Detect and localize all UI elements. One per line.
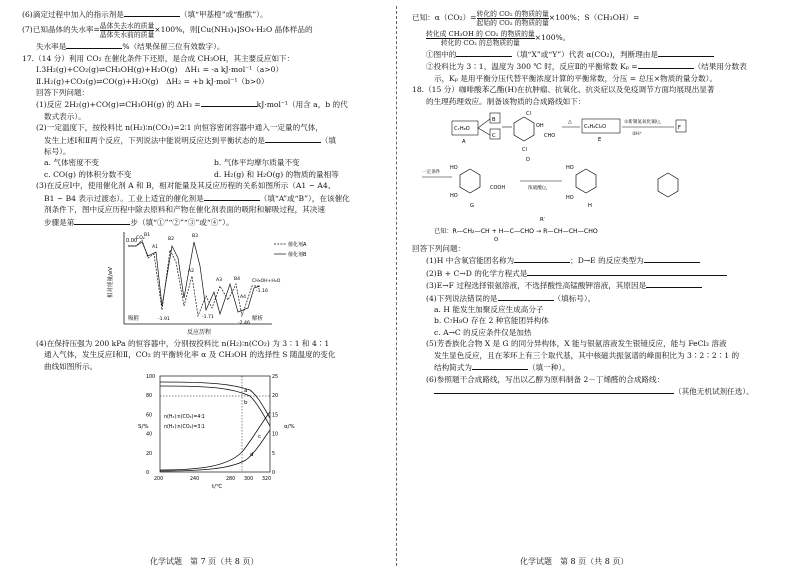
ho-h-1: HO — [566, 165, 574, 172]
reagent-2: ②H⁺ — [632, 132, 642, 138]
q4-option-a: a. H 能发生加聚反应生成高分子 — [434, 305, 544, 315]
point-c: c — [258, 434, 262, 441]
adsorb-label: 吸附 — [128, 315, 140, 322]
b4-label: B4 — [234, 276, 241, 282]
cho-d: CHO — [544, 133, 556, 140]
b1-label: B1 — [144, 232, 151, 238]
a1-label: A1 — [152, 244, 159, 250]
sub-1 — [22, 98, 382, 110]
answer-blank — [265, 134, 321, 143]
x-tick-label: 200 — [154, 477, 164, 483]
ho-h-2: HO — [566, 195, 574, 202]
energy-profile-chart — [102, 228, 382, 338]
ho-g-1: HO — [450, 165, 458, 172]
s3-text-c: （填“A”或“B”），在该催化 — [259, 193, 350, 203]
right-ticks — [272, 374, 278, 476]
q7-text: (7)已知晶体的失水率= — [22, 25, 100, 35]
r2-text-b: （结果用分数表 — [693, 62, 747, 72]
fraction-num: 晶体失去水的质量 — [99, 21, 155, 30]
q6-text-b: （其他无机试剂任选）。 — [674, 386, 754, 396]
answer-blank — [434, 385, 674, 394]
alpha-curve-4to1 — [160, 412, 270, 470]
q7-text-b: ×100%，则[Cu(NH₃)₄]SO₄·H₂O 晶体样品的 — [154, 25, 313, 35]
x-label: t/℃ — [212, 484, 223, 491]
oh-d: OH — [536, 123, 544, 130]
conversion-selectivity-svg — [132, 372, 312, 490]
s-definition — [412, 28, 782, 48]
cl-2: Cl — [522, 147, 527, 154]
start-value: 0.00 — [126, 237, 138, 244]
q1-text-b: ；D→E 的反应类型为 — [570, 256, 644, 266]
r1-text: ①图中的 — [426, 50, 457, 59]
q5-text-d: （填一种）。 — [527, 363, 570, 373]
answer-blank — [498, 292, 554, 301]
answer-blank — [456, 48, 512, 57]
answer-blank — [638, 60, 694, 69]
right-tick-label: 15 — [272, 413, 279, 419]
answer-blank — [66, 40, 122, 49]
reaction-1: Ⅰ.3H₂(g)+CO₂(g)⇌CH₃OH(g)+H₂O(g) ΔH₁ = -a kJ·mol⁻¹（a>0） — [36, 65, 284, 75]
known-reaction: 已知：R—CH₂—CH + H—C—CHO → R—CH—CH—CHO — [434, 228, 598, 236]
right-tick-label: 25 — [272, 375, 279, 381]
s3-text-e: 步骤是第 — [44, 217, 75, 227]
legend-4to1: n(H₂)∶n(CO₂)=4∶1 — [164, 415, 205, 421]
synthesis-scheme — [412, 107, 782, 243]
q5-line3 — [412, 361, 782, 373]
option-b: b. 气体平均摩尔质量不变 — [214, 158, 300, 168]
answer-blank — [74, 216, 130, 225]
value-neg191: -1.91 — [158, 316, 170, 322]
s3-line2 — [22, 192, 382, 204]
q6-hint: （填“甲基橙”或“酚酞”）。 — [179, 10, 268, 19]
compound-e: C₉H₈Cl₂O — [584, 124, 607, 131]
compound-f: F — [678, 125, 681, 132]
options-row-2 — [22, 169, 382, 180]
catalyst-b-path — [128, 242, 260, 314]
answer-blank — [472, 361, 528, 370]
answer-blank — [201, 98, 257, 107]
answer-prompt: 回答下列问题： — [36, 88, 90, 98]
q5-text-b: 发生显色反应，且在苯环上有三个取代基，其中核磁共振氢谱的峰面积比为 3∶2∶2∶1 的 — [434, 350, 740, 360]
s3-line4 — [22, 216, 382, 228]
q3-text: (3)E→F 过程选择银氨溶液，不选择酸性高锰酸钾溶液，其原因是 — [426, 281, 647, 291]
right-tick-label: 5 — [272, 451, 276, 457]
alpha-definition — [412, 8, 782, 28]
compound-a: C₇H₈O — [454, 126, 470, 133]
left-tick-label: 100 — [146, 375, 156, 381]
s1-text-c: 数式表示）。 — [44, 111, 86, 121]
s-den: 转化的 CO₂ 的总物质的量 — [440, 38, 520, 47]
s2-text-c: （填 — [320, 135, 336, 145]
label-a: A — [462, 139, 466, 146]
synthesis-svg — [412, 107, 782, 243]
cl-1: Cl — [526, 111, 531, 118]
column-divider — [396, 6, 397, 566]
legend-3to1: n(H₂)∶n(CO₂)=3∶1 — [164, 425, 205, 431]
x-tick-label: 320 — [262, 477, 272, 483]
s-tail: ×100%。 — [534, 33, 571, 42]
options-row-1 — [22, 157, 382, 168]
sub-2: (2)一定温度下，按投料比 n(H₂)∶n(CO₂)=2∶1 向恒容密闭容器中通入一定量的气体， — [36, 123, 323, 133]
left-axis-label: S/% — [138, 424, 149, 431]
right-axis-label: α/% — [284, 424, 295, 431]
s2-text-b: 发生上述Ⅰ和Ⅱ两个反应，下列说法中能说明反应达到平衡状态的是 — [44, 135, 265, 145]
point-d: d — [250, 452, 254, 459]
end-label: CH₃OH+H₂O — [252, 278, 281, 284]
s2-line2 — [22, 134, 382, 146]
q3 — [412, 279, 782, 291]
q2 — [412, 267, 782, 279]
answer-blank — [644, 254, 700, 263]
left-tick-label: 0 — [146, 471, 150, 477]
q18-text-b: 的生理药理效应。制备该物质的合成路线如下： — [426, 96, 586, 106]
r2-text-c: 示，Kₚ 是用平衡分压代替平衡浓度计算的平衡常数，分压 = 总压×物质的量分数）。 — [434, 73, 718, 83]
delta-1: △ — [568, 119, 572, 126]
known-text: 已知：α（CO₂）= — [412, 13, 477, 22]
option-a: a. 气体密度不变 — [44, 158, 99, 168]
q4-option-b: b. C₇H₈O 存在 2 种官能团异构体 — [434, 316, 549, 326]
q1 — [412, 254, 782, 266]
arrow-ab — [478, 119, 490, 128]
label-d: D — [526, 157, 530, 164]
left-tick-label: 60 — [146, 413, 153, 419]
r1 — [412, 48, 782, 60]
q6-text: (6)滴定过程中加入的指示剂是 — [22, 10, 124, 19]
alpha-num: 转化的 CO₂ 的物质的量 — [476, 9, 549, 18]
desorb-label: 解析 — [252, 315, 264, 322]
answer-blank — [658, 48, 714, 57]
q5-text-c: 结构简式为 — [434, 363, 472, 373]
x-tick-label: 300 — [244, 477, 254, 483]
co2-label: CO₂ — [136, 235, 145, 241]
known-o: O — [494, 237, 499, 244]
s4-text-c: 曲线如图所示。 — [44, 361, 98, 371]
left-tick-label: 40 — [146, 432, 153, 438]
reagent-1: ①新制氢氧化铜/△ — [624, 120, 661, 126]
arrow-ac — [478, 128, 490, 135]
q7-text-c: 失水率是 — [36, 42, 67, 52]
s-fraction — [426, 30, 535, 47]
s1-text: (1)反应 2H₂(g)+CO(g)⇌CH₃OH(g) 的 ΔH₃ = — [36, 100, 201, 110]
ho-g-2: HO — [450, 193, 458, 200]
y-axis-label: 相对能量/eV — [108, 266, 114, 298]
a2-label: A2 — [188, 268, 195, 274]
label-g: G — [470, 203, 475, 210]
legend-a: 催化剂A — [288, 241, 307, 248]
compound-c: C — [492, 133, 496, 140]
right-tick-label: 0 — [272, 471, 276, 477]
b3-label: B3 — [192, 233, 199, 239]
condition-1: 一定条件 — [422, 170, 441, 176]
answer-blank — [527, 267, 727, 276]
label-e: E — [598, 137, 602, 144]
value-neg246: -2.46 — [238, 320, 250, 326]
answer-blank — [124, 8, 180, 17]
benzene-d — [514, 117, 534, 141]
x-tick-label: 280 — [226, 477, 236, 483]
point-b: b — [244, 400, 248, 407]
left-tick-label: 20 — [146, 451, 153, 457]
conversion-selectivity-chart — [132, 372, 382, 490]
s-num: 转化成 CH₃OH 的 CO₂ 的物质的量 — [426, 29, 535, 38]
s3-text-b: B1 ~ B4 表示过渡态）。工业上适宜的催化剂是 — [44, 193, 204, 203]
footer-right: 化学试题 第 8 页（共 8 页） — [520, 557, 629, 566]
cooh-g: COOH — [490, 185, 506, 192]
q5: (5)芳香族化合物 X 是 G 的同分异构体，X 能与银氨溶液发生银镜反应，能与 FeCl₃ 溶液 — [426, 339, 727, 349]
question-7 — [22, 20, 382, 40]
left-tick-label: 80 — [146, 394, 153, 400]
compound-b: B — [492, 117, 496, 124]
s1-text-b: kJ·mol⁻¹（用含 a，b 的代 — [256, 100, 348, 110]
right-column — [412, 8, 782, 397]
answer-prompt-right: 回答下列问题： — [412, 244, 466, 254]
option-d: d. H₂(g) 和 H₂O(g) 的物质的量相等 — [214, 169, 339, 179]
benzene-g — [460, 169, 480, 193]
sub-4: (4)在保持压强为 200 kPa 的恒容器中，分别按投料比 n(H₂)∶n(CO₂) 为 3∶1 和 4∶1 — [36, 338, 330, 348]
fraction-den: 晶体失水前的质量 — [99, 30, 155, 39]
x-tick-label: 240 — [190, 477, 200, 483]
s3-text-f: 步（填“①”“②”“③”或“④”）。 — [130, 217, 234, 227]
r2 — [412, 60, 782, 72]
alpha-den: 起始的 CO₂ 的物质的量 — [476, 18, 549, 27]
q17-heading: 17.（14 分）利用 CO₂ 在催化条件下还原，是合成 CH₃OH，其主要反应如下： — [22, 53, 295, 63]
q4 — [412, 292, 782, 304]
q6-line2 — [412, 385, 782, 397]
q4-text: (4)下列说法错误的是 — [426, 293, 498, 303]
benzene-h — [576, 169, 596, 193]
sub-3: (3)在反应Ⅰ中，使用催化剂 A 和 B，相对能量及其反应历程的关系如图所示（A1 ~ A4、 — [36, 181, 336, 191]
x-ticks — [154, 476, 271, 482]
q18-heading: 18.（15 分）咖啡酸苯乙酯(H)在抗肿瘤、抗氧化、抗炎症以及免疫调节方面均展现出显著 — [412, 85, 715, 95]
b2-label: B2 — [168, 236, 175, 242]
answer-blank — [646, 279, 702, 288]
fraction — [100, 22, 154, 39]
q1-text: (1)H 中含氧官能团名称为 — [426, 256, 515, 266]
a4-label: A4 — [240, 294, 247, 300]
end-value: -1.16 — [256, 288, 268, 294]
answer-blank — [514, 254, 570, 263]
q7-text-d: %（结果保留三位有效数字）。 — [122, 42, 225, 52]
energy-profile-svg — [102, 228, 322, 338]
s4-text-b: 通入气体，发生反应Ⅰ和Ⅱ，CO₂ 的平衡转化率 α 及 CH₃OH 的选择性 S 随温度的变化 — [44, 350, 336, 360]
reaction-2: Ⅱ.H₂(g)+CO₂(g)⇌CO(g)+H₂O(g) ΔH₂ = +b kJ·mol⁻¹（b>0） — [36, 76, 269, 86]
option-c: c. CO(g) 的体积分数不变 — [44, 169, 132, 179]
s-def-text: ×100%；S（CH₃OH）= — [548, 13, 640, 22]
s2-text-d: 标号）。 — [44, 147, 71, 157]
value-neg171: -1.71 — [202, 314, 214, 320]
q4-text-b: （填标号）。 — [553, 293, 596, 303]
r1-text-b: （填“X”或“Y”）代表 α(CO₂)，判断理由是 — [512, 50, 658, 59]
left-column — [22, 8, 382, 490]
plot-frame — [160, 376, 270, 472]
label-h: H — [588, 203, 592, 210]
point-a: a — [244, 388, 248, 395]
right-tick-label: 10 — [272, 432, 279, 438]
q2-text: (2)B + C→D 的化学方程式是 — [426, 268, 528, 278]
s-curve-3to1 — [160, 386, 270, 426]
known-r-prime: R′ — [540, 217, 545, 224]
condition-2: 浓硫酸/△ — [528, 186, 547, 192]
q6: (6)参照题干合成路线，写出以乙醇为原料制备 2－丁烯醛的合成路线： — [426, 374, 665, 384]
s3-text-d: 剂条件下，图中反应历程中除去原料和产物在催化剂表面的吸附和解吸过程，其决速 — [44, 205, 325, 215]
benzene-h-2 — [658, 173, 678, 197]
q7-line2 — [22, 40, 382, 52]
footer-left: 化学试题 第 7 页（共 8 页） — [150, 557, 259, 566]
q4-option-c: c. A→C 的反应条件仅是加热 — [434, 327, 532, 337]
a3-label: A3 — [216, 277, 223, 283]
legend-b: 催化剂B — [288, 251, 307, 258]
r2-text: ②投料比为 3∶1、温度为 300 ℃ 时，反应Ⅱ的平衡常数 Kₚ = — [426, 62, 638, 72]
x-axis-label: 反应历程 — [187, 328, 212, 336]
question-6 — [22, 8, 382, 20]
right-tick-label: 20 — [272, 394, 279, 400]
alpha-fraction — [477, 10, 549, 27]
answer-blank — [204, 192, 260, 201]
